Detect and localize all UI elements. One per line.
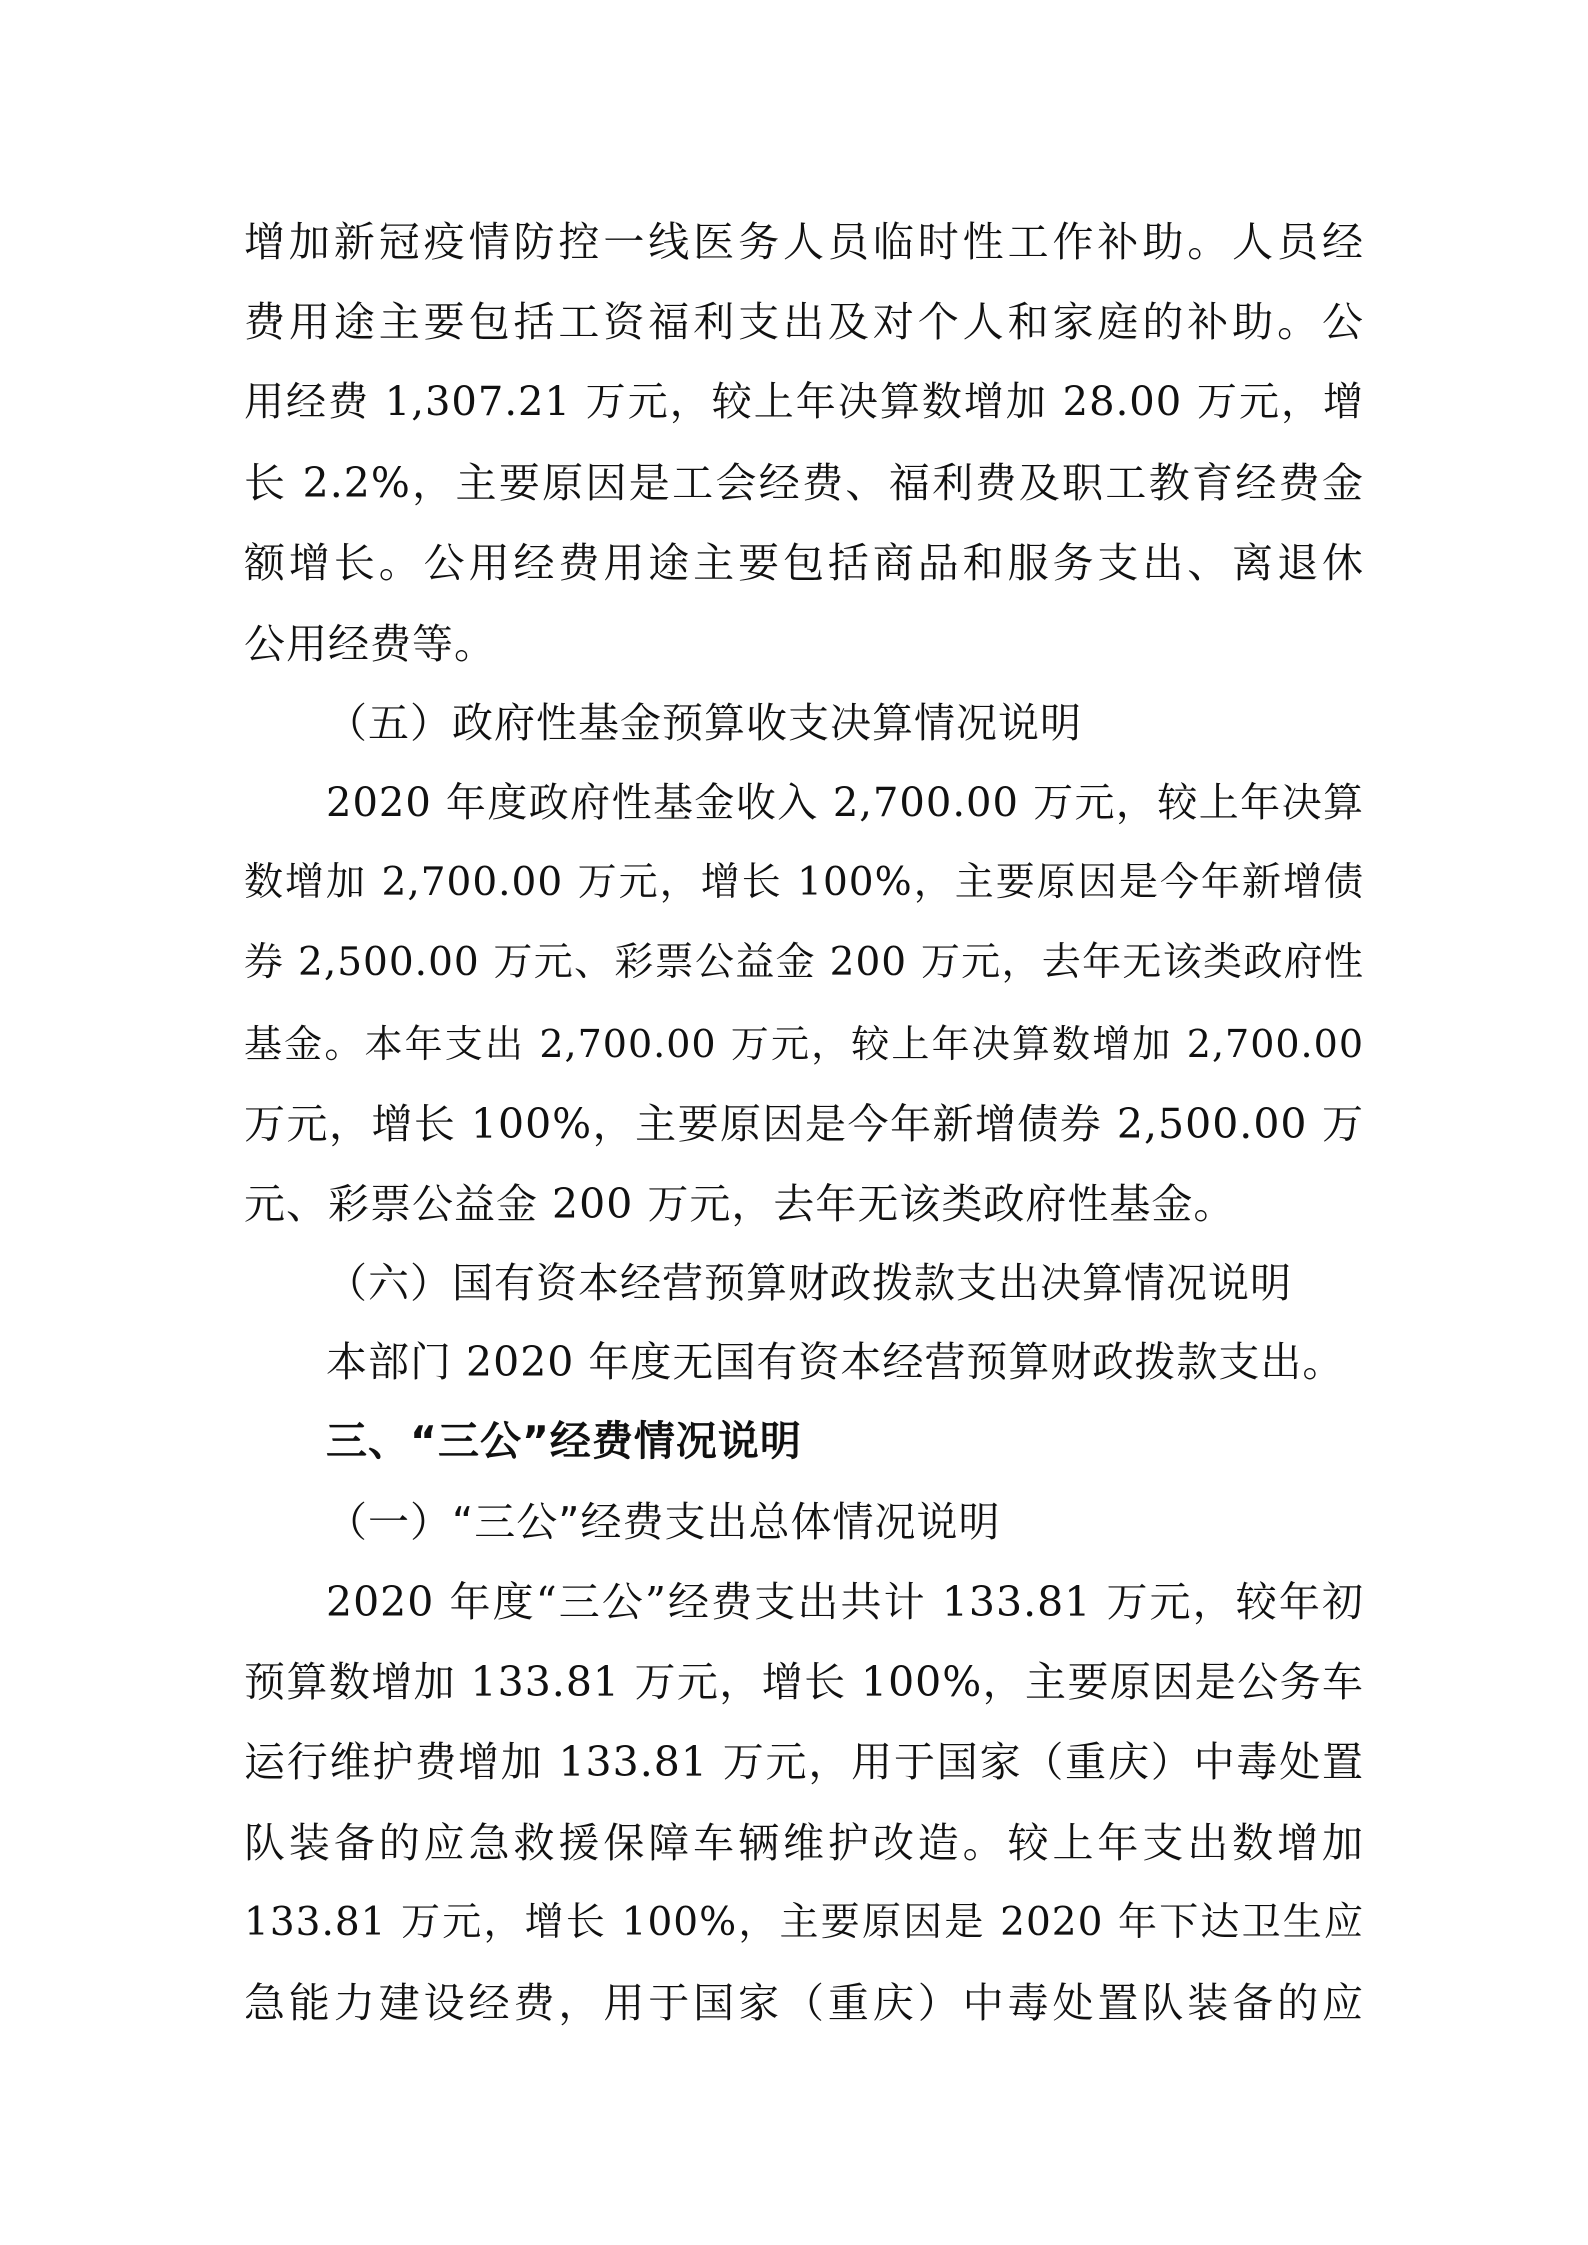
body-text-line: 2020 年度政府性基金收入 2,700.00 万元，较上年决算	[326, 780, 1364, 826]
section-subheading: （五）政府性基金预算收支决算情况说明	[326, 699, 1082, 747]
body-text-line: 队装备的应急救援保障车辆维护改造。较上年支出数增加	[244, 1819, 1364, 1867]
body-text-line: 费用途主要包括工资福利支出及对个人和家庭的补助。公	[244, 298, 1364, 346]
body-text-line: 2020 年度“三公”经费支出共计 133.81 万元，较年初	[326, 1578, 1364, 1626]
body-text-line: 本部门 2020 年度无国有资本经营预算财政拨款支出。	[326, 1338, 1345, 1386]
body-text-line: 长 2.2%，主要原因是工会经费、福利费及职工教育经费金	[244, 459, 1364, 507]
body-text-line: 基金。本年支出 2,700.00 万元，较上年决算数增加 2,700.00	[244, 1022, 1364, 1066]
body-text-line: 用经费 1,307.21 万元，较上年决算数增加 28.00 万元，增	[244, 379, 1364, 425]
body-text-line: 急能力建设经费，用于国家（重庆）中毒处置队装备的应	[244, 1979, 1364, 2027]
body-text-line: 券 2,500.00 万元、彩票公益金 200 万元，去年无该类政府性	[244, 940, 1364, 985]
body-text-line: 万元，增长 100%，主要原因是今年新增债券 2,500.00 万	[244, 1100, 1364, 1148]
section-subheading: （一）“三公”经费支出总体情况说明	[326, 1498, 1001, 1546]
body-text-line: 公用经费等。	[244, 620, 496, 668]
body-text-line: 预算数增加 133.81 万元，增长 100%，主要原因是公务车	[244, 1658, 1364, 1706]
body-text-line: 数增加 2,700.00 万元，增长 100%，主要原因是今年新增债	[244, 860, 1364, 905]
body-text-line: 运行维护费增加 133.81 万元，用于国家（重庆）中毒处置	[244, 1738, 1364, 1786]
body-text-line: 133.81 万元，增长 100%，主要原因是 2020 年下达卫生应	[244, 1900, 1364, 1945]
body-text-line: 额增长。公用经费用途主要包括商品和服务支出、离退休	[244, 539, 1364, 587]
section-subheading: （六）国有资本经营预算财政拨款支出决算情况说明	[326, 1259, 1292, 1307]
section-heading: 三、“三公”经费情况说明	[326, 1417, 802, 1465]
body-text-line: 增加新冠疫情防控一线医务人员临时性工作补助。人员经	[244, 218, 1364, 266]
body-text-line: 元、彩票公益金 200 万元，去年无该类政府性基金。	[244, 1180, 1236, 1228]
